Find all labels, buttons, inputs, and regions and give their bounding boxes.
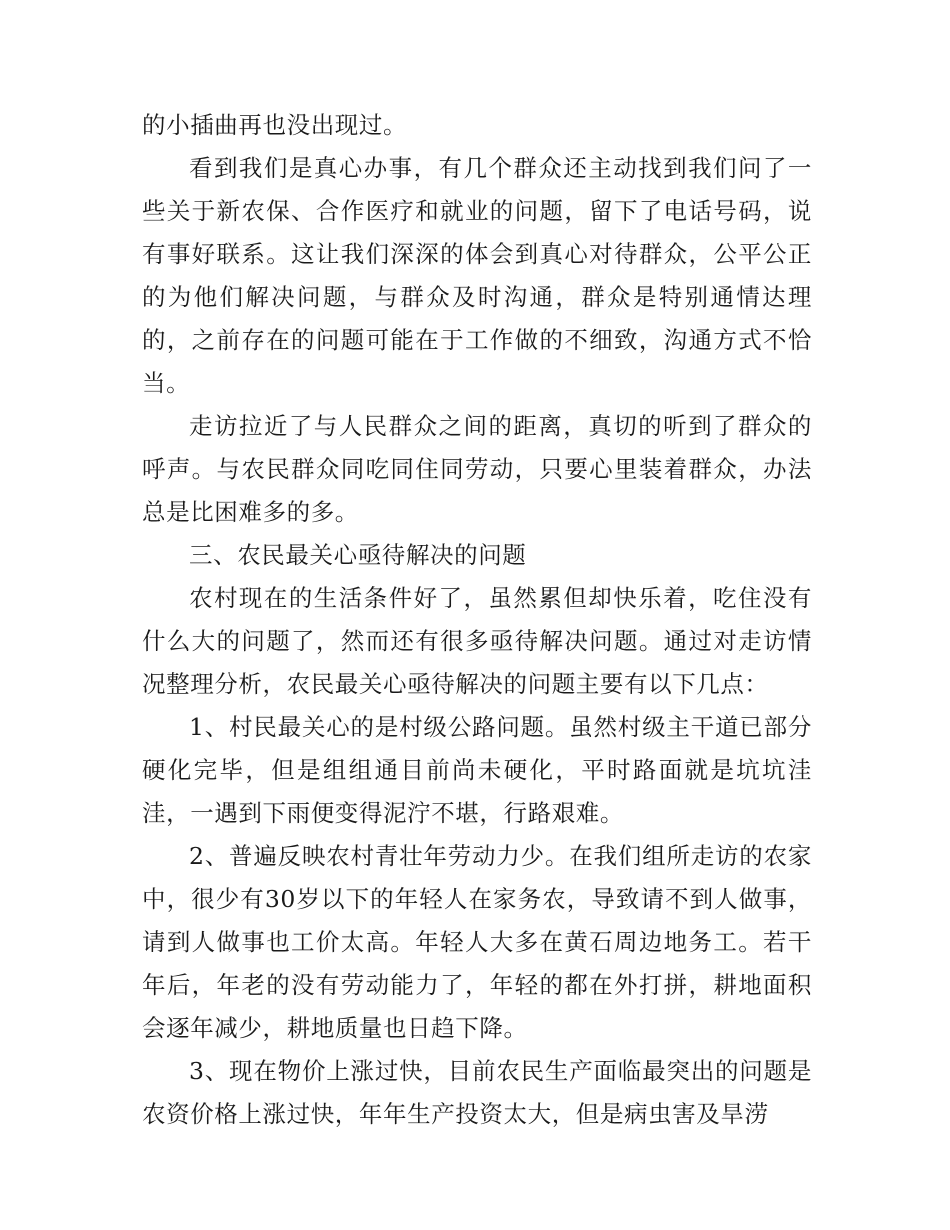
list-item-2: 2、普遍反映农村青壮年劳动力少。在我们组所走访的农家中，很少有30岁以下的年轻人在家务农，导致请不到人做事，请到人做事也工价太高。年轻人大多在黄石周边地务工。若干年后，年老的没有劳动能力了，年轻的都在外打拼，耕地面积会逐年减少，耕地质量也日趋下降。 bbox=[142, 842, 812, 1042]
section-heading: 三、农民最关心亟待解决的问题 bbox=[189, 541, 527, 569]
list-item-1: 1、村民最关心的是村级公路问题。虽然村级主干道已部分硬化完毕，但是组组通目前尚未硬化，平时路面就是坑坑洼洼，一遇到下雨便变得泥泞不堪，行路艰难。 bbox=[142, 713, 812, 827]
paragraph-5: 农村现在的生活条件好了，虽然累但却快乐着，吃住没有什么大的问题了，然而还有很多亟待解决问题。通过对走访情况整理分析，农民最关心亟待解决的问题主要有以下几点： bbox=[142, 584, 812, 698]
paragraph-3: 走访拉近了与人民群众之间的距离，真切的听到了群众的呼声。与农民群众同吃同住同劳动，只要心里装着群众，办法总是比困难多的多。 bbox=[142, 412, 812, 526]
paragraph-2: 看到我们是真心办事，有几个群众还主动找到我们问了一些关于新农保、合作医疗和就业的问题，留下了电话号码，说有事好联系。这让我们深深的体会到真心对待群众，公平公正的为他们解决问题，与群众及时沟通，群众是特别通情达理的，之前存在的问题可能在于工作做的不细致，沟通方式不恰当。 bbox=[142, 154, 812, 397]
list-item-3: 3、现在物价上涨过快，目前农民生产面临最突出的问题是农资价格上涨过快，年年生产投资太大，但是病虫害及旱涝 bbox=[142, 1057, 812, 1128]
document-page bbox=[142, 104, 812, 1136]
paragraph-1: 的小插曲再也没出现过。 bbox=[142, 111, 408, 139]
